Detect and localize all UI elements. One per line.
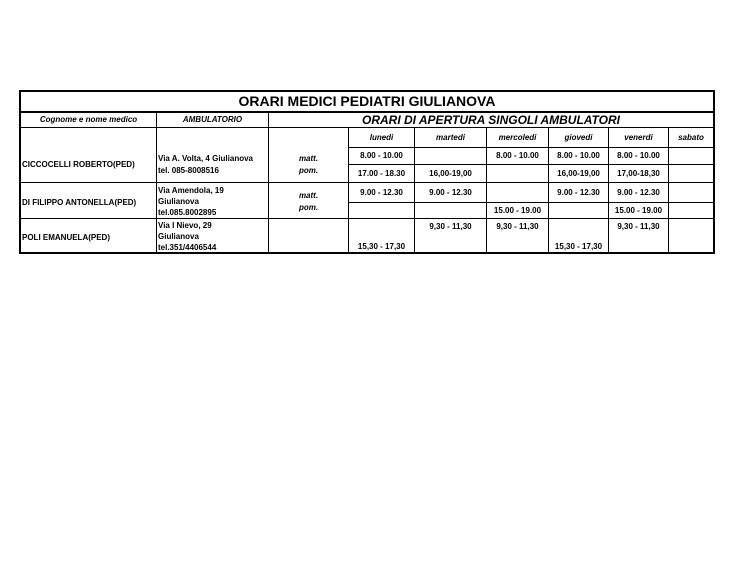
day-venerdi: venerdi <box>624 133 653 142</box>
day-sabato: sabato <box>678 133 704 142</box>
header-name: Cognome e nome medico <box>39 115 138 124</box>
slot-cell: 15.00 - 19.00 <box>614 206 663 215</box>
doctor-name: POLI EMANUELA(PED) <box>22 233 110 242</box>
page-title: ORARI MEDICI PEDIATRI GIULIANOVA <box>238 93 496 109</box>
doctor-name: DI FILIPPO ANTONELLA(PED) <box>22 198 137 207</box>
slot-cell: 8.00 - 10.00 <box>617 151 660 160</box>
slot-cell: 17.00 - 18.30 <box>357 169 406 178</box>
doctor-name: CICCOCELLI ROBERTO(PED) <box>22 160 135 169</box>
slot-cell: 8.00 - 10.00 <box>496 151 539 160</box>
day-mercoledi: mercoledi <box>498 133 537 142</box>
slot-cell: 9.00 - 12.30 <box>557 188 600 197</box>
doctor-address-line: Via Amendola, 19 <box>158 186 224 195</box>
slot-cell: 9,30 - 11,30 <box>496 222 539 231</box>
divider <box>348 202 713 203</box>
period-label: pom. <box>298 203 319 212</box>
slot-cell: 15.00 - 19.00 <box>493 206 542 215</box>
slot-cell: 16,00-19,00 <box>557 169 600 178</box>
doctor-address-line: Via I Nievo, 29 <box>158 221 212 230</box>
day-martedi: martedi <box>436 133 465 142</box>
divider <box>486 127 487 252</box>
slot-cell: 9,30 - 11,30 <box>617 222 660 231</box>
slot-cell: 16,00-19,00 <box>429 169 472 178</box>
slot-cell: 15,30 - 17,30 <box>554 242 603 251</box>
doctor-address-line: tel.351/4406544 <box>158 243 217 252</box>
day-lunedi: lunedi <box>369 133 394 142</box>
doctor-address-line: tel.085.8002895 <box>158 208 217 217</box>
schedule-table <box>19 90 715 254</box>
divider <box>21 218 713 219</box>
divider <box>21 182 713 183</box>
header-ambulatorio: AMBULATORIO <box>182 115 243 124</box>
doctor-address-line: Via A. Volta, 4 Giulianova <box>158 154 253 163</box>
period-label: matt. <box>298 154 319 163</box>
divider <box>668 127 669 252</box>
slot-cell: 9.00 - 12.30 <box>429 188 472 197</box>
doctor-address-line: Giulianova <box>158 197 199 206</box>
slot-cell: 9.00 - 12.30 <box>360 188 403 197</box>
header-orari: ORARI DI APERTURA SINGOLI AMBULATORI <box>362 113 620 127</box>
slot-cell: 8.00 - 10.00 <box>360 151 403 160</box>
divider <box>21 127 713 128</box>
doctor-address-line: tel. 085-8008516 <box>158 166 219 175</box>
divider <box>156 111 157 252</box>
slot-cell: 17,00-18,30 <box>617 169 660 178</box>
period-label: matt. <box>298 191 319 200</box>
divider <box>268 111 269 252</box>
slot-cell: 15,30 - 17,30 <box>357 242 406 251</box>
day-giovedi: giovedi <box>564 133 593 142</box>
divider <box>348 147 713 148</box>
doctor-address-line: Giulianova <box>158 232 199 241</box>
slot-cell: 9.00 - 12.30 <box>617 188 660 197</box>
divider <box>348 164 713 165</box>
slot-cell: 9,30 - 11,30 <box>429 222 472 231</box>
period-label: pom. <box>298 166 319 175</box>
slot-cell: 8.00 - 10.00 <box>557 151 600 160</box>
